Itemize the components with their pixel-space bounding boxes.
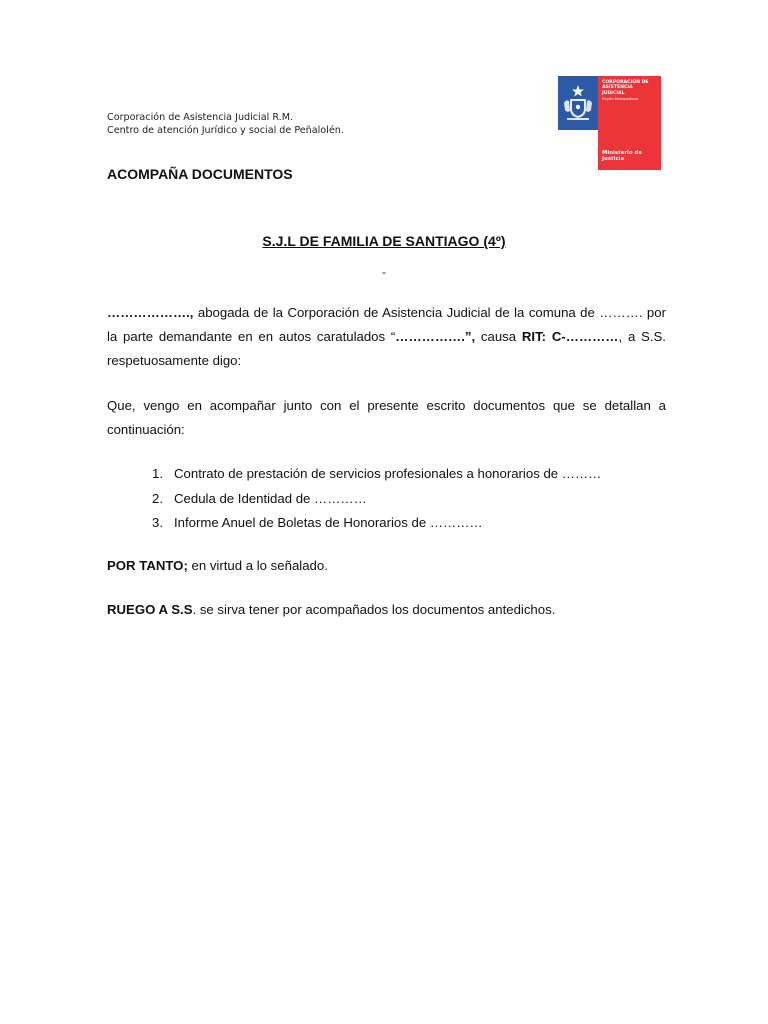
logo-white-field xyxy=(558,130,598,170)
logo-red-field xyxy=(598,76,661,170)
ruego-paragraph: RUEGO A S.S. se sirva tener por acompañados los documentos antedichos. xyxy=(107,602,556,617)
organization-name: Corporación de Asistencia Judicial R.M. xyxy=(107,112,294,123)
por-tanto-paragraph: POR TANTO; en virtud a lo señalado. xyxy=(107,558,328,573)
lawyer-name-placeholder: ………………., xyxy=(107,305,194,320)
coat-of-arms-icon xyxy=(561,83,595,123)
logo-flag-panel xyxy=(558,76,598,170)
documents-list xyxy=(152,462,601,536)
case-name-placeholder: …………….”, xyxy=(395,329,476,344)
list-item: 1. Contrato de prestación de servicios profesionales a honorarios de ……… xyxy=(152,466,602,481)
logo-ministry-text: Ministerio de Justicia xyxy=(602,149,642,163)
ruego-label: RUEGO A S.S xyxy=(107,602,193,617)
separator-dash: - xyxy=(382,265,386,279)
intro-paragraph: ………………., abogada de la Corporación de Asistencia Judicial de la comuna de ………. por la parte demandante en en autos caratulados “…………….”, causa RIT: C-…………, a S.S. respetuosamente digo: xyxy=(107,305,666,368)
por-tanto-label: POR TANTO; xyxy=(107,558,188,573)
rit-number: RIT: C-………… xyxy=(521,329,619,344)
organization-header xyxy=(107,111,344,137)
statement-paragraph: Que, vengo en acompañar junto con el presente escrito documentos que se detallan a continuación: xyxy=(107,398,666,437)
logo-corporation-text: CORPORACIÓN DE ASISTENCIA JUDICIAL Región Metropolitana xyxy=(602,80,649,102)
list-item: 3. Informe Anuel de Boletas de Honorarios de ………… xyxy=(152,515,483,530)
list-item: 2. Cedula de Identidad de ………… xyxy=(152,490,367,506)
corporation-logo xyxy=(558,76,661,170)
center-name: Centro de atención Jurídico y social de Peñalolén. xyxy=(107,125,344,136)
logo-blue-field xyxy=(558,76,598,130)
court-heading: S.J.L DE FAMILIA DE SANTIAGO (4º) xyxy=(262,233,506,249)
document-title: ACOMPAÑA DOCUMENTOS xyxy=(107,166,293,182)
